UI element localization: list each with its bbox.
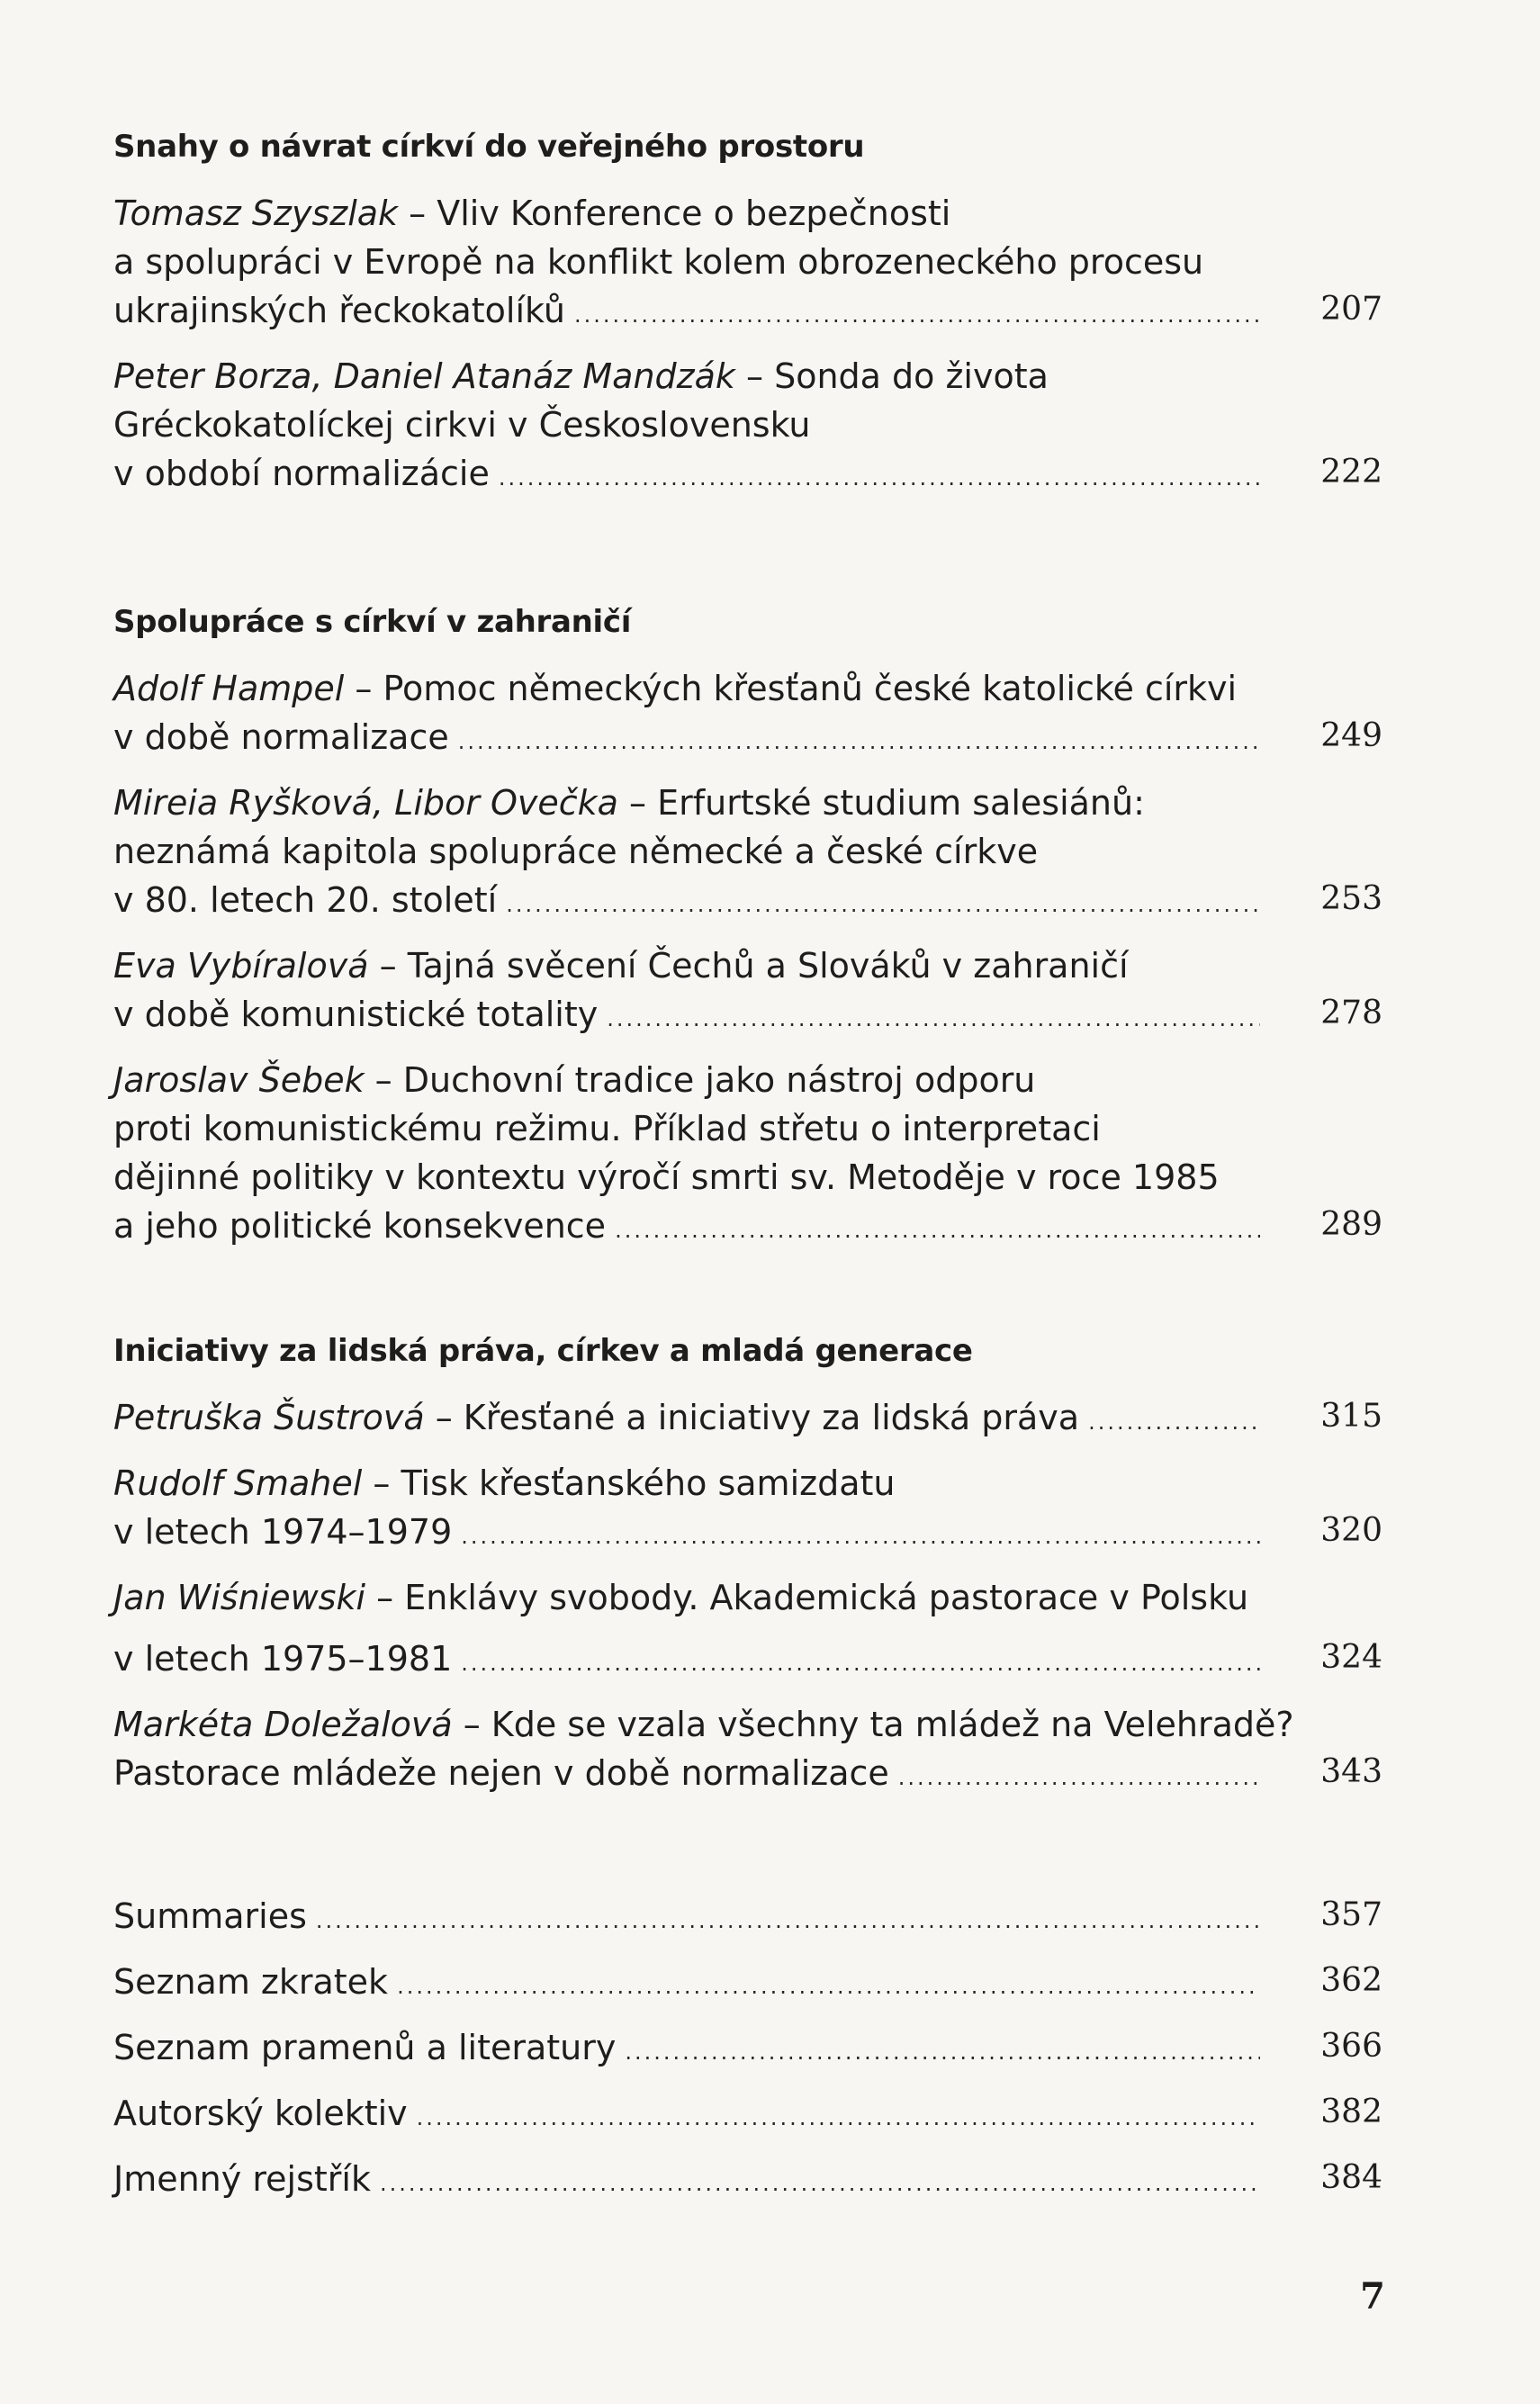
dot-leader [458,717,1260,766]
dot-leader [499,454,1260,502]
entry-author: Jan Wiśniewski [113,1578,366,1617]
entry-label: Summaries [113,1896,307,1936]
toc-entry[interactable]: Adolf Hampel – Pomoc německých křesťanů české katolické církvi v době normalizace ..... 249 [113,664,1382,766]
dot-leader [607,995,1260,1043]
entry-title-line: ukrajinských řeckokatolíků [113,291,565,330]
dot-leader [506,880,1260,929]
entry-author: Eva Vybíralová [113,946,369,986]
entry-title-line: Pomoc německých křesťanů české katolické církvi [383,669,1238,708]
page-folio: 7 [1360,2275,1385,2318]
entry-title-line: proti komunistickému režimu. Příklad střetu o interpretaci [113,1109,1101,1148]
entry-title-line: Sonda do života [774,356,1049,396]
dot-leader [461,1639,1260,1688]
entry-page-number: 366 [1320,2028,1382,2065]
entry-page-number: 324 [1320,1639,1382,1676]
toc-entry[interactable]: Markéta Doležalová – Kde se vzala všechny ta mládež na Velehradě? Pastorace mládeže nejen v době normalizace ..... 343 [113,1700,1382,1802]
entry-title-line: Gréckokatolíckej cirkvi v Československu [113,405,811,445]
entry-author: Petruška Šustrová [113,1398,425,1437]
toc-entry[interactable]: Eva Vybíralová – Tajná svěcení Čechů a Slováků v zahraničí v době komunistické totality ..... 278 [113,941,1382,1043]
toc-section [113,1330,1382,1814]
toc-entry[interactable]: Peter Borza, Daniel Atanáz Mandzák – Sonda do života Gréckokatolíckej cirkvi v Československu v období normalizácie ..... 222 [113,352,1382,502]
entry-author: Markéta Doležalová [113,1705,453,1744]
dot-leader [461,1512,1260,1561]
section-title: Snahy o návrat církví do veřejného prostoru [113,129,865,165]
toc-entry[interactable]: Petruška Šustrová – Křesťané a iniciativy za lidská práva ..... 315 [113,1393,1382,1446]
entry-title-line: Duchovní tradice jako nástroj odporu [402,1060,1036,1100]
entry-title-line: v letech 1975–1981 [113,1639,453,1679]
entry-title-line: Enklávy svobody. Akademická pastorace v Polsku [404,1578,1249,1617]
entry-author: Rudolf Smahel [113,1463,363,1503]
entry-title-line: Erfurtské studium salesiánů: [657,783,1145,823]
section-title: Spolupráce s církví v zahraničí [113,604,632,640]
entry-title-line: Vliv Konference o bezpečnosti [437,194,951,233]
dot-leader [397,1962,1260,2011]
entry-author: Peter Borza, Daniel Atanáz Mandzák [113,356,735,396]
entry-title-line: Pastorace mládeže nejen v době normalizace [113,1753,889,1793]
entry-page-number: 384 [1320,2159,1382,2196]
entry-title-line: v letech 1974–1979 [113,1512,453,1552]
entry-page-number: 315 [1320,1398,1382,1435]
entry-author: Adolf Hampel [113,669,345,708]
toc-section [113,601,1382,1267]
dot-leader [417,2093,1260,2142]
toc-section [113,126,1382,515]
dot-leader [574,291,1260,339]
entry-page-number: 382 [1320,2093,1382,2130]
entry-title-line: v období normalizácie [113,454,490,493]
entry-author: Tomasz Szyszlak [113,194,399,233]
entry-author: Mireia Ryšková, Libor Ovečka [113,783,618,823]
toc-entry[interactable] [113,1892,1382,1945]
toc-entry[interactable] [113,2089,1382,2142]
dot-leader [1088,1398,1260,1446]
dot-leader [625,2028,1260,2076]
entry-page-number: 357 [1320,1896,1382,1933]
entry-page-number: 320 [1320,1512,1382,1549]
entry-title-line: neznámá kapitola spolupráce německé a české církve [113,832,1039,871]
entry-author: Jaroslav Šebek [113,1060,365,1100]
toc-entry[interactable]: Mireia Ryšková, Libor Ovečka – Erfurtské studium salesiánů: neznámá kapitola spolupráce německé a české církve v 80. letech 20. století ..... 253 [113,779,1382,929]
toc-entry[interactable]: Rudolf Smahel – Tisk křesťanského samizdatu v letech 1974–1979 ..... 320 [113,1459,1382,1561]
toc-entry[interactable] [113,1958,1382,2011]
entry-page-number: 362 [1320,1962,1382,1999]
entry-title-line: a jeho politické konsekvence [113,1206,607,1246]
entry-label: Seznam zkratek [113,1962,389,2002]
dot-leader [898,1753,1260,1802]
entry-title-line: v době komunistické totality [113,995,599,1034]
entry-title-line: Tisk křesťanského samizdatu [401,1463,896,1503]
entry-title-line: v 80. letech 20. století [113,880,498,920]
dot-leader [380,2159,1260,2208]
toc-back-matter [113,1892,1382,2220]
entry-page-number: 222 [1320,454,1382,491]
entry-title-line: Kde se vzala všechny ta mládež na Velehradě? [491,1705,1294,1744]
entry-page-number: 289 [1320,1206,1382,1243]
dot-leader [615,1206,1260,1255]
entry-title-line: Křesťané a iniciativy za lidská práva [463,1398,1080,1437]
toc-entry[interactable]: Jan Wiśniewski – Enklávy svobody. Akademická pastorace v Polsku v letech 1975–1981 ..... 324 [113,1573,1382,1688]
entry-label: Jmenný rejstřík [113,2159,371,2199]
entry-page-number: 253 [1320,880,1382,917]
entry-page-number: 343 [1320,1753,1382,1790]
entry-title-line: Tajná svěcení Čechů a Slováků v zahraničí [407,946,1129,986]
toc-entry[interactable] [113,2023,1382,2076]
dot-leader [316,1896,1260,1945]
toc-entry[interactable]: Tomasz Szyszlak – Vliv Konference o bezpečnosti a spolupráci v Evropě na konflikt kolem obrozeneckého procesu ukrajinských řeckokatolíků ..... 207 [113,189,1382,339]
entry-title-line: dějinné politiky v kontextu výročí smrti sv. Metoděje v roce 1985 [113,1157,1220,1197]
entry-label: Seznam pramenů a literatury [113,2028,617,2067]
entry-page-number: 278 [1320,995,1382,1031]
toc-entry[interactable]: Jaroslav Šebek – Duchovní tradice jako nástroj odporu proti komunistickému režimu. Příklad střetu o interpretaci dějinné politiky v kontextu výročí smrti sv. Metoděje v roce 1985 a jeho politické konsekvence ..... 289 [113,1056,1382,1255]
entry-title-line: a spolupráci v Evropě na konflikt kolem obrozeneckého procesu [113,242,1204,282]
entry-page-number: 207 [1320,291,1382,328]
entry-page-number: 249 [1320,717,1382,754]
entry-title-line: v době normalizace [113,717,449,757]
toc-entry[interactable] [113,2155,1382,2208]
section-title: Iniciativy za lidská práva, církev a mladá generace [113,1333,973,1369]
entry-label: Autorský kolektiv [113,2093,408,2133]
